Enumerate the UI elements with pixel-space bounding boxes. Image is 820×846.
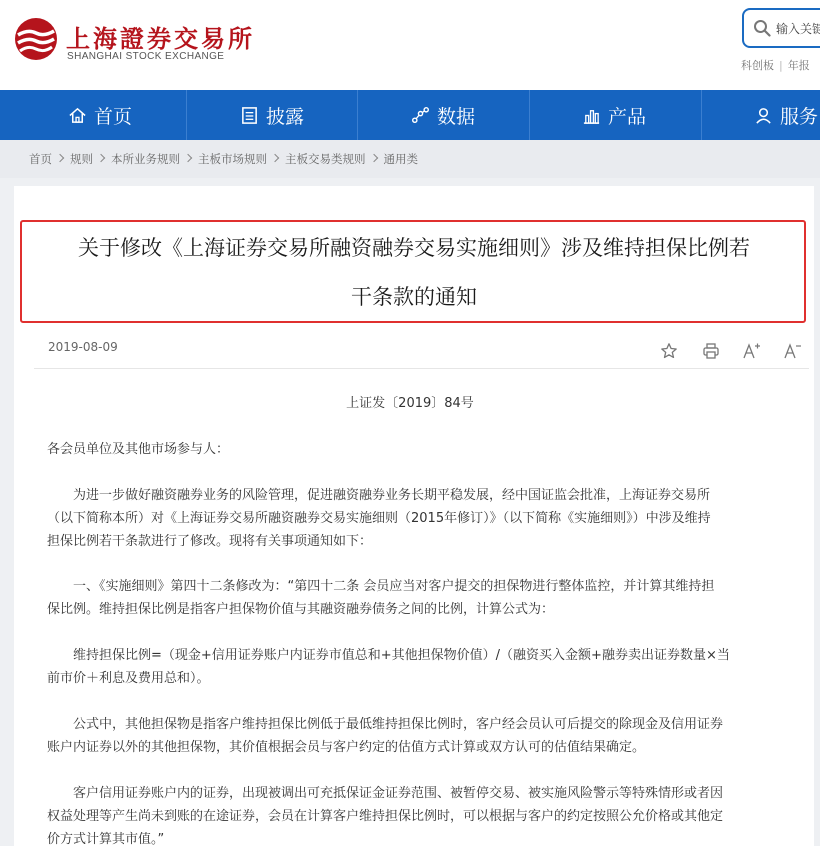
paragraph-line: 账户内证券以外的其他担保物，其价值根据会员与客户约定的估值方式计算或双方认可的估值结果确定。 (47, 740, 646, 755)
quick-link-star-market[interactable]: 科创板 (741, 59, 774, 72)
nav-item-products[interactable] (582, 90, 646, 140)
paragraph-line: 客户信用证券账户内的证券，出现被调出可充抵保证金证券范围、被暂停交易、被实施风险警示等特殊情形或者因 (73, 786, 724, 801)
search-input[interactable] (776, 19, 820, 39)
breadcrumb-home[interactable]: 首页 (29, 152, 52, 166)
article-paragraph (47, 644, 787, 690)
logo-chinese-name: 上海證券交易所 (66, 24, 255, 53)
nav-item-services[interactable] (754, 90, 818, 140)
article-meta-bar (34, 327, 809, 369)
article-paragraph (47, 575, 787, 621)
nav-divider (529, 90, 530, 140)
font-increase-icon[interactable] (742, 342, 760, 360)
site-header (0, 0, 820, 90)
breadcrumb (0, 140, 820, 178)
paragraph-line: 担保比例若干条款进行了修改。现将有关事项通知如下： (47, 534, 373, 549)
breadcrumb-trading-rules[interactable]: 主板交易类规则 (285, 152, 366, 166)
chevron-right-icon (184, 154, 192, 162)
search-icon[interactable] (753, 19, 771, 37)
publish-date: 2019-08-09 (48, 340, 118, 354)
chevron-right-icon (56, 154, 64, 162)
article-paragraph (47, 713, 787, 759)
paragraph-line: 为进一步做好融资融券业务的风险管理，促进融资融券业务长期平稳发展，经中国证监会批准，上海证券交易所 (73, 488, 711, 503)
search-box[interactable] (742, 8, 820, 48)
paragraph-line: 维持担保比例=（现金+信用证券账户内证券市值总和+其他担保物价值）/（融资买入金额+融券卖出证券数量×当 (73, 648, 730, 663)
quick-link-annual-report[interactable]: 年报 (787, 59, 810, 72)
breadcrumb-exchange-rules[interactable]: 本所业务规则 (111, 152, 180, 166)
chevron-right-icon (97, 154, 105, 162)
article-title-line-1: 关于修改《上海证券交易所融资融券交易实施细则》涉及维持担保比例若 (78, 236, 750, 260)
nav-divider (357, 90, 358, 140)
article-paragraph (47, 782, 787, 846)
quick-link-separator: | (779, 59, 783, 72)
chevron-right-icon (271, 154, 279, 162)
paragraph-line: 权益处理等产生尚未到账的在途证券，会员在计算客户维持担保比例时，可以根据与客户的约定按照公允价格或其他定 (47, 809, 724, 824)
quick-links (741, 57, 810, 73)
data-icon (411, 106, 430, 125)
sse-logo-mark-icon (14, 17, 58, 61)
nav-item-label: 服务 (780, 105, 819, 128)
breadcrumb-general[interactable]: 通用类 (383, 152, 418, 166)
main-nav (0, 90, 820, 140)
home-icon (68, 106, 87, 125)
breadcrumb-rules[interactable]: 规则 (70, 152, 93, 166)
nav-divider (701, 90, 702, 140)
nav-item-label: 首页 (94, 105, 133, 128)
paragraph-line: 价方式计算其市值。” (47, 832, 165, 846)
bar-chart-icon (582, 106, 601, 125)
font-decrease-icon[interactable] (783, 342, 801, 360)
document-number: 上证发〔2019〕84号 (346, 396, 474, 411)
document-icon (240, 106, 259, 125)
paragraph-line: 前市价＋利息及费用总和）。 (47, 671, 210, 686)
breadcrumb-main-board-rules[interactable]: 主板市场规则 (198, 152, 267, 166)
user-icon (754, 106, 773, 125)
paragraph-line: （以下简称本所）对《上海证券交易所融资融券交易实施细则（2015年修订）》（以下简称《实施细则》）中涉及维持 (47, 511, 711, 526)
paragraph-line: 公式中，其他担保物是指客户维持担保比例低于最低维持担保比例时，客户经会员认可后提交的除现金及信用证券 (73, 717, 724, 732)
nav-divider (186, 90, 187, 140)
nav-item-disclosure[interactable] (240, 90, 304, 140)
chevron-right-icon (369, 154, 377, 162)
paragraph-line: 保比例。维持担保比例是指客户担保物价值与其融资融券债务之间的比例，计算公式为： (47, 602, 555, 617)
nav-item-label: 披露 (266, 105, 305, 128)
logo-english-name: SHANGHAI STOCK EXCHANGE (67, 51, 225, 62)
article-title (24, 224, 804, 322)
nav-item-home[interactable] (68, 90, 132, 140)
nav-item-data[interactable] (411, 90, 475, 140)
paragraph-line: 一、《实施细则》第四十二条修改为：“第四十二条 会员应当对客户提交的担保物进行整体监控，并计算其维持担 (73, 579, 715, 594)
nav-item-label: 产品 (608, 105, 647, 128)
article-paragraph (47, 484, 787, 553)
salutation: 各会员单位及其他市场参与人： (47, 442, 230, 457)
star-icon[interactable] (660, 342, 678, 360)
sse-logo[interactable] (14, 15, 274, 65)
article-title-line-2: 干条款的通知 (351, 285, 477, 309)
print-icon[interactable] (702, 342, 720, 360)
nav-item-label: 数据 (437, 105, 476, 128)
